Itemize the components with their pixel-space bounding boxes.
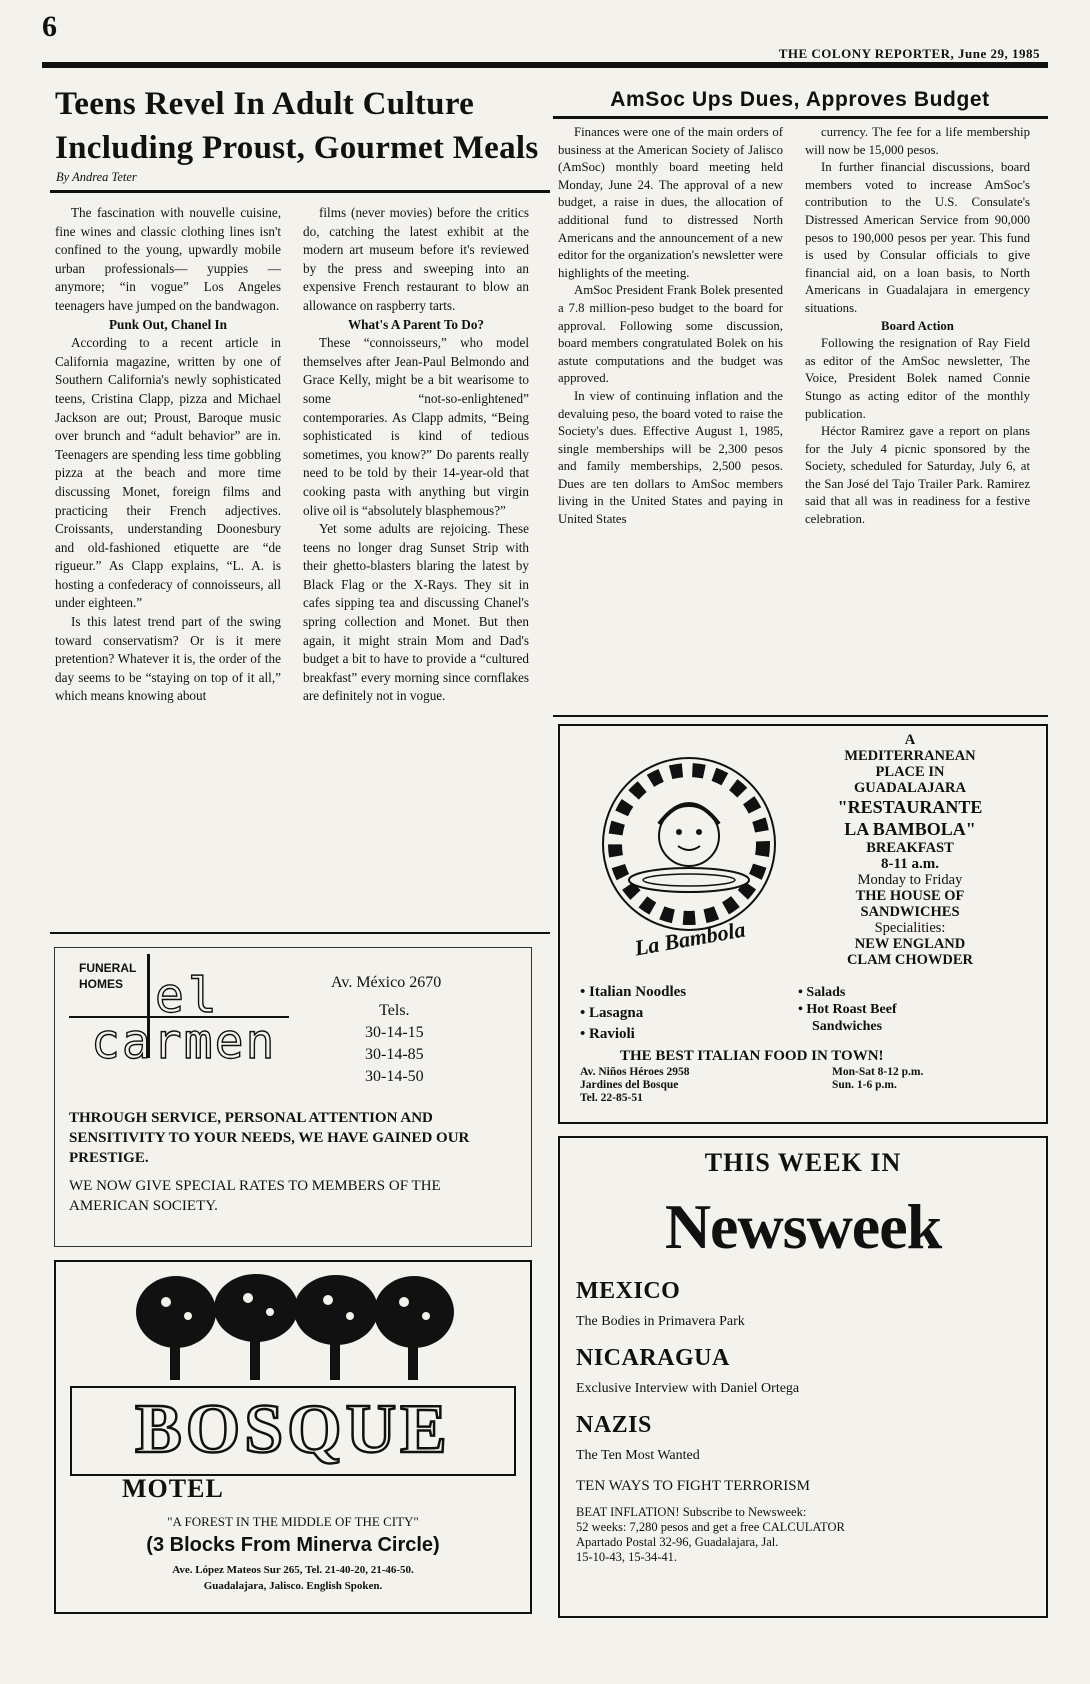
funeral-slogan-2: WE NOW GIVE SPECIAL RATES TO MEMBERS OF THE AMERICAN SOCIETY. [69,1178,441,1214]
article2-rule [553,116,1048,119]
item-sub: The Ten Most Wanted [576,1448,700,1463]
funeral-slogan-1: THROUGH SERVICE, PERSONAL ATTENTION AND SENSITIVITY TO YOUR NEEDS, WE HAVE GAINED OUR PRESTIGE. [69,1110,470,1166]
paragraph: films (never movies) before the critics do, catching the latest exhibit at the modern art museum before it's reviewed by the press and sweeping into an expensive French restaurant to blow an allowance on raspberry tarts. [303,205,529,313]
item-head: NAZIS [576,1412,652,1438]
funeral-address: Av. México 2670 [331,974,442,991]
newsweek-brand: Newsweek [664,1191,942,1262]
article2-column-1 [558,124,783,529]
item-head: MEXICO [576,1278,681,1304]
bambola-heading: A MEDITERRANEAN PLACE IN GUADALAJARA "RESTAURANTE LA BAMBOLA" BREAKFAST 8-11 a.m. Monday to Friday THE HOUSE OF SANDWICHES Specialities: NEW ENGLAND CLAM CHOWDER [790,732,1030,968]
subhead: What's A Parent To Do? [347,316,485,332]
subhead: Board Action [881,318,954,333]
restaurant-name: LA BAMBOLA" [844,819,976,839]
funeral-tels: Tels. 30-14-15 30-14-85 30-14-50 [365,1000,424,1088]
funeral-label: FUNERAL HOMES [79,961,137,991]
masthead-rule [42,62,1048,68]
restaurant-name: "RESTAURANTE [837,797,983,817]
terrorism-line: TEN WAYS TO FIGHT TERRORISM [576,1478,810,1494]
phone: 30-14-85 [365,1046,424,1063]
phone: 30-14-15 [365,1024,424,1041]
bambola-logo-text: La Bambola [632,916,748,961]
headline-line-2: Including Proust, Gourmet Meals [55,130,539,166]
bambola-menu-left [580,982,686,1045]
bosque-blocks: (3 Blocks From Minerva Circle) [146,1534,440,1556]
funeral-brand-el: el [155,968,221,1024]
funeral-ad [54,947,532,1247]
paragraph: In further financial discussions, board members voted to increase AmSoc's contribution to the U.S. Consulate's Distressed American Service from 90,000 pesos to 190,000 pesos per year. This fund is used by Consular officials to give financial aid, on a loan basis, to North Americans in Guadalajara in emergency situations. [805,160,1030,315]
bosque-motel: MOTEL [122,1474,224,1503]
article1-column-1 [55,204,281,706]
masthead: THE COLONY REPORTER, June 29, 1985 [778,46,1040,61]
newsweek-this-week: THIS WEEK IN [704,1148,902,1177]
menu-item: • Salads [798,985,846,1000]
item-head: NICARAGUA [576,1345,730,1371]
article-end-rule [50,932,550,934]
byline: By Andrea Teter [56,170,137,184]
article2-column-2 [805,124,1030,529]
newsweek-items [576,1278,1036,1565]
menu-item: • Ravioli [580,1026,635,1042]
paragraph: The fascination with nouvelle cuisine, fine wines and classic clothing lines isn't confined to the young, upwardly mobile urban professionals— yuppies — anymore; “in vogue” Los Angeles teenagers have jumped on the bandwagon. [55,205,281,313]
page-number: 6 [42,10,57,43]
paragraph: currency. The fee for a life membership will now be 15,000 pesos. [805,125,1030,157]
paragraph: Finances were one of the main orders of business at the American Society of Jalisco (AmSoc) monthly board meeting held Monday, June 24. The approval of a new budget, a raise in dues, the allocation of additional fund to distressed North Americans and the announcement of a new editor for the organization's newsletter were highlights of the meeting. [558,125,783,280]
bambola-ad [558,724,1048,1124]
article-rule [50,190,550,193]
bosque-brand: BOSQUE [135,1391,451,1468]
article2-headline: AmSoc Ups Dues, Approves Budget [610,88,990,111]
paragraph: Is this latest trend part of the swing toward conservatism? Or is it mere pretention? Whatever it is, the order of the day seems to be “staying on top of it all,” which means knowing about [55,614,281,704]
funeral-brand-carmen: carmen [91,1014,277,1070]
menu-item: Sandwiches [812,1019,883,1034]
menu-item: • Lasagna [580,1005,644,1021]
article-headline [55,82,545,170]
article1-column-2 [303,204,529,706]
subhead: Punk Out, Chanel In [109,316,227,332]
paragraph: In view of continuing inflation and the devaluing peso, the board voted to raise the Society's dues. Effective August 1, 1985, single memberships will be 2,300 pesos and family memberships, 2,500 pesos. Dues are ten dollars to AmSoc members living in the United States and paying in United States [558,388,783,527]
newsweek-ad [558,1136,1048,1618]
bambola-hours: Mon-Sat 8-12 p.m. Sun. 1-6 p.m. [832,1066,924,1091]
bambola-menu-right [798,984,897,1035]
headline-line-1: Teens Revel In Adult Culture [55,86,475,122]
bosque-address-2: Guadalajara, Jalisco. English Spoken. [203,1580,383,1592]
bambola-tagline: THE BEST ITALIAN FOOD IN TOWN! [620,1048,884,1064]
paragraph: AmSoc President Frank Bolek presented a 7.8 million-peso budget to the board for approval. Following some discussion, board members congratulated Bolek on his astute computations and the budget was approved. [558,283,783,386]
item-sub: The Bodies in Primavera Park [576,1314,745,1329]
paragraph: These “connoisseurs,” who model themselves after Jean-Paul Belmondo and Grace Kelly, might be a bit wearisome to some “not-so-enlightened” contemporaries. As Clapp admits, “Being sophisticated is kind of tedious sometimes, you know?” Do parents really need to be told by their 14-year-old that cooking pasta with anything but virgin olive oil is “absolutely blasphemous?” [303,335,529,518]
paragraph: Yet some adults are rejoicing. These teens no longer drag Sunset Strip with their ghetto-blasters blaring the latest by Black Flag or the X-Rays. They sit in cafes sipping tea and discussing Chanel's spring collection and Monet. But then again, it might strain Mom and Dad's budget a bit to have to provide a “cultured breakfast” every morning since cornflakes are definitely not in vogue. [303,521,529,704]
menu-item: • Italian Noodles [580,984,687,1000]
phone: 30-14-50 [365,1068,424,1085]
bosque-address-1: Ave. López Mateos Sur 265, Tel. 21-40-20, 21-46-50. [172,1564,414,1576]
bambola-address: Av. Niños Héroes 2958 Jardines del Bosque Tel. 22-85-51 [580,1066,690,1104]
paragraph: According to a recent article in California magazine, written by one of Southern California's newly sophisticated teens, Cristina Clapp, pizza and Michael Jackson are out; Proust, Baroque music over brunch and “adult behavior” are in. Teenagers are spending less time gobbling pizza at the beach and more time discussing Monet, foreign films and practicing their French adjectives. Croissants, understanding Doonesbury and old-fashioned etiquette are “de rigueur.” As Clapp explains, “L. A. is hosting a confederacy of connoisseurs, all under eighteen.” [55,335,281,611]
bosque-tagline: "A FOREST IN THE MIDDLE OF THE CITY" [167,1514,419,1529]
item-sub: Exclusive Interview with Daniel Ortega [576,1381,800,1396]
paragraph: Following the resignation of Ray Field as editor of the AmSoc newsletter, The Voice, President Bolek named Connie Stungo as acting editor of the monthly publication. [805,336,1030,421]
promo: BEAT INFLATION! Subscribe to Newsweek: 52 weeks: 7,280 pesos and get a free CALCULATOR Apartado Postal 32-96, Guadalajara, Jal. 15-10-43, 15-34-41. [576,1505,845,1564]
paragraph: Héctor Ramirez gave a report on plans for the July 4 picnic sponsored by the Society, scheduled for Saturday, July 6, at the San José del Tajo Trailer Park. Ramirez said that all was in readiness for a festive celebration. [805,424,1030,527]
bosque-ad [54,1260,532,1614]
article2-end-rule [553,715,1048,717]
menu-item: • Hot Roast Beef [798,1002,897,1017]
trees-illustration [136,1272,456,1382]
